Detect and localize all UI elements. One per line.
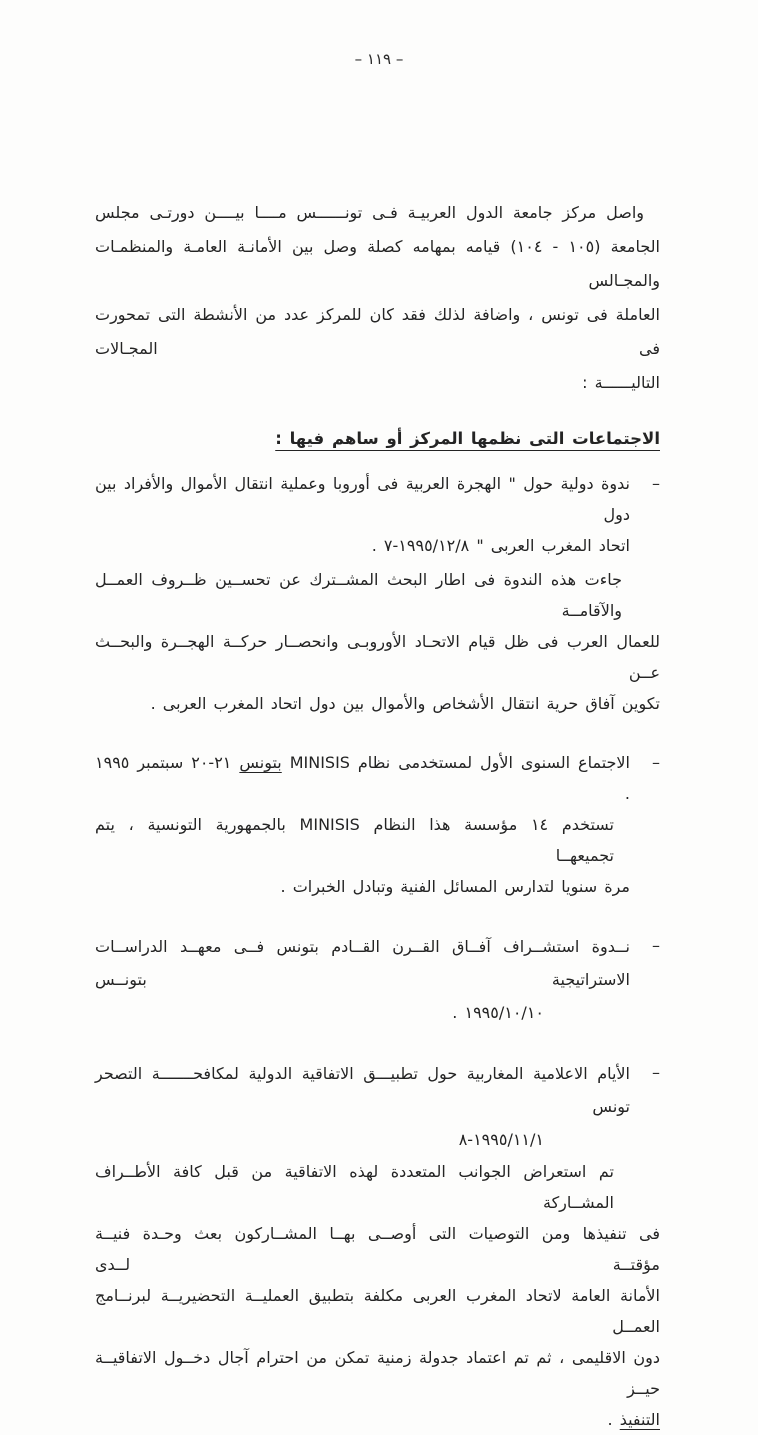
dash-bullet-icon: – xyxy=(652,474,660,493)
bullet-line: مرة سنويا لتدارس المسائل الفنية وتبادل الخبرات . xyxy=(280,877,630,896)
paragraph-line: فى تنفيذها ومن التوصيات التى أوصــى بهــا المشــاركون بعث وحـدة فنيــة مؤقتــة لــدى xyxy=(95,1224,660,1274)
bullet-date-line xyxy=(95,1123,630,1156)
bullet-text xyxy=(95,747,630,902)
day-range-value: ٢١-٢٠ xyxy=(191,753,232,772)
section-heading: الاجتماعات التى نظمها المركز أو ساهم فيها : xyxy=(275,429,660,448)
paragraph-line: دون الاقليمى ، ثم تم اعتماد جدولة زمنية تمكن من احترام آجال دخــول الاتفاقيــة حيــز xyxy=(95,1348,660,1398)
text-run: . xyxy=(607,1410,620,1429)
session-numbers: (١٠٥ - ١٠٤) xyxy=(510,237,601,256)
paragraph-line: جاءت هذه الندوة فى اطار البحث المشــترك عن تحســين ظــروف العمــل والآقامــة xyxy=(95,570,622,620)
document-body xyxy=(95,196,660,1435)
bullet-line: تستخدم ١٤ مؤسسة هذا النظام MINISIS بالجمهورية التونسية ، يتم تجميعهــا xyxy=(95,815,615,865)
underlined-word: التنفيذ xyxy=(619,1410,660,1429)
paragraph-line: تكوين آفاق حرية انتقال الأشخاص والأموال بين دول اتحاد المغرب العربى . xyxy=(150,694,660,713)
text-run: سبتمبر ١٩٩٥ . xyxy=(95,753,630,803)
list-item-migration-seminar xyxy=(95,468,660,561)
bullet-line xyxy=(95,747,630,809)
text-run: . xyxy=(371,536,384,555)
text-run: اتحاد المغرب العربى " xyxy=(469,536,630,555)
paragraph-line: تم استعراض الجوانب المتعددة لهذه الاتفاقية من قبل كافة الأطــراف المشــاركة xyxy=(95,1162,614,1212)
dash-bullet-icon: – xyxy=(652,936,660,955)
paragraph-line xyxy=(95,1404,660,1435)
seminar-details-paragraph xyxy=(95,564,660,719)
bullet-line: الأيام الاعلامية المغاربية حول تطبيـــق الاتفاقية الدولية لمكافحـــــــة التصحر تونس xyxy=(95,1064,630,1116)
text-run: الجامعة xyxy=(600,237,660,256)
underlined-word: بتونس xyxy=(239,753,282,772)
list-item-foresight-seminar xyxy=(95,930,660,1029)
paragraph-line: للعمال العرب فى ظل قيام الاتحـاد الأوروبـى وانحصــار حركــة الهجــرة والبحــث عــن xyxy=(95,632,660,682)
list-item-minisis-meeting xyxy=(95,747,660,902)
bullet-text xyxy=(95,1057,630,1156)
bullet-text xyxy=(95,930,630,1029)
paragraph-line: العاملة فى تونس ، واضافة لذلك فقد كان للمركز عدد من الأنشطة التى تمحورت فى المجـالات xyxy=(95,305,660,358)
bullet-line: نــدوة استشــراف آفــاق القــرن القــادم بتونس فــى معهــد الدراســات الاستراتيجية بتونــس xyxy=(95,937,630,989)
dash-bullet-icon: – xyxy=(652,753,660,772)
paragraph-line: التاليــــــة : xyxy=(582,373,660,392)
list-item-media-days xyxy=(95,1057,660,1156)
date-value: ١٩٩٥/١٢/٨-٧ xyxy=(383,536,470,555)
paragraph-line: الأمانة العامة لاتحاد المغرب العربى مكلفة بتطبيق العمليــة التحضيريــة لبرنــامج العمــل xyxy=(95,1286,660,1336)
dash-bullet-icon: – xyxy=(652,1063,660,1082)
text-run: . xyxy=(452,1003,465,1022)
bullet-line: ندوة دولية حول " الهجرة العربية فى أوروبا وعملية انتقال الأموال والأفراد بين دول xyxy=(95,474,630,524)
page-number: – ١١٩ – xyxy=(354,50,404,68)
bullet-text xyxy=(95,468,630,561)
closing-paragraph xyxy=(95,1156,660,1435)
bullet-line xyxy=(95,530,630,561)
intro-paragraph xyxy=(95,196,660,400)
paragraph-line xyxy=(95,230,660,298)
text-run: قيامه بمهامه كصلة وصل بين الأمانـة العامـة والمنظمـات والمجـالس xyxy=(95,237,660,290)
text-run: الاجتماع السنوى الأول لمستخدمى نظام MINISIS xyxy=(281,753,630,772)
paragraph-line: واصل مركز جامعة الدول العربيـة فـى تونــــــس مــــا بيــــن دورتـى مجلس xyxy=(95,203,644,222)
bullet-date-line xyxy=(95,996,630,1029)
date-value: ١٩٩٥/١٠/١٠ xyxy=(464,1003,544,1022)
date-value: ١٩٩٥/١١/١-٨ xyxy=(458,1130,544,1149)
